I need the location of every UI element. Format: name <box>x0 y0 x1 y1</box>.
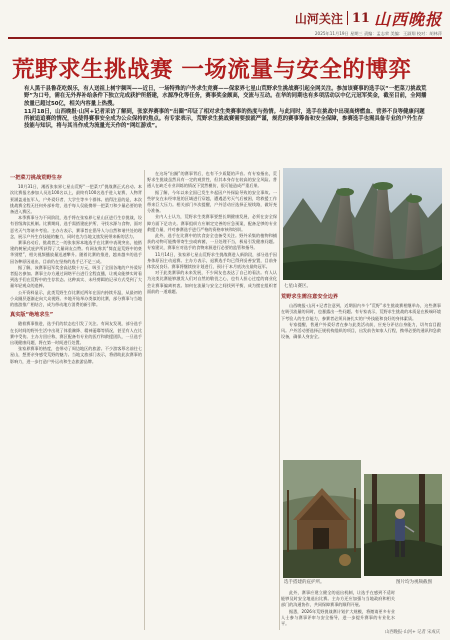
column-divider <box>279 170 280 630</box>
lead-paragraph <box>24 86 428 131</box>
article-column-3 <box>281 291 441 459</box>
paragraph: 据了解，今年以来全国已发生多起因户外探险导致的安全事故。一些驴友在未经审批的区域进行穿越，遭遇恶劣天气后被困，给救援工作带来巨大压力。相关部门多次提醒，户外活动应选择正规线路，做好充分准备。 <box>147 189 277 214</box>
lead-text-1: 有人黑千县鲁花吃娱乐，有人送祖上树宇频叫——近日，一场特殊的户外求生竞赛——保家界七星山荒野求生挑战赛引起全网关注。参加该赛事的选手以“一把菜刀挑战荒野”为口号，需在无外界补给条件下独立完成获护所搭建，水源净化等任务，赛事奖金颇高，交流与互动。在华的同期也有多项活动以中亿元冠军奖金，截至目前，全网播放量已超过50亿，相关内容量上热搜。 <box>24 86 427 107</box>
subhead: 荒野求生需注意安全边界 <box>281 294 339 300</box>
paragraph: 对于此类赛事的未来发展，不少网友也表达了自己的看法。有人认为这类比赛能够激发人们对自然的敬畏之心，也有人担心过度的商业化会让赛事偏离初衷。如何在流量与安全之间找到平衡，成为摆在组织者面前的一道难题。 <box>147 270 277 294</box>
headline: 荒野求生挑战赛 一场流量与安全的博弈 <box>12 57 412 83</box>
paragraph: 本季赛事分为不同阶段，选手将在张家界七星山区进行生存挑战，设有晋级淘汰机制。比赛期间，选手需搭建庇护所、寻找水源与食物，面对恶劣天气等诸多考验。主办方表示，赛事旨在倡导人与自然和谐共处的理念，展示户外生存技能的魅力，同时也为当地文旅发展带来新的活力。 <box>10 215 142 239</box>
subhead: 一把菜刀挑战荒野生存 <box>10 175 62 181</box>
paragraph: 10月31日，湘西张家界七星山荒野“一把菜刀”挑战赛正式启动。本次比赛报名参加人员达100名以上，最终有100名选手进入复赛，人物背景涵盖退伍军人、户外爱好者、大学生等多个群体。值得注意的是，本次挑战赛全程无任何外部补给，选手每人仅能携带一把菜刀和少量必要的装备进入赛区。 <box>10 184 142 215</box>
shelter-photo <box>283 460 361 578</box>
paragraph: 此外，赛事应建立健全的退出机制，让选手在感到不适时能够及时安全地退出比赛。主办方还应加强与当地政府和相关部门的沟通协作，共同保障赛事的顺利开展。 <box>281 590 395 608</box>
paragraph: 据悉，2026年荒野挑战赛计划扩大规模，将邀请更多专业人士参与赛事评审与安全指导，进一步提升赛事的专业化水平。 <box>281 608 395 627</box>
paragraph: 山西晚报·山河+记者注意到，近期国内多个“荒野”求生挑战赛相继举办，这些赛事在吸引流量的同时，也暴露出一些问题。有专家表示，荒野求生挑战的本质是在极端环境下考验人的生存能力，参赛者必须具备扎实的户外技能和良好的身体素质。 <box>281 303 441 321</box>
photo-caption: 图片均为视频截图 <box>396 580 432 585</box>
lead-text-2: 11月18日，山西晚报·山河+记者采访了解到，张家界赛事的“出圈”印证了相对求生类赛事的热度与热情。与此同时，选手在挑战中出现高烤燃血、营养不良等健康问题所被追追赛的情况，也使得赛事安全成为公众保持的焦点。有专家表示，荒野求生挑战赛需要拔就严谨，规范的赛事筹备和安全保障，参赛选手也需具备专业的户外生存技能与知识，将与其当作成为流量光天作的“网红游戏”。 <box>24 108 425 130</box>
article-column-1 <box>10 171 142 632</box>
paragraph: 11月14日，张家界七星山荒野求生挑战赛进入新阶段，部分选手因身体原因主动退赛。主办方表示，退赛选手均已得到妥善安置，目前身体状况良好。赛事将继续按计划进行，预计于本月底决出最终冠军。 <box>147 251 277 270</box>
masthead <box>295 4 442 32</box>
header-rule <box>8 37 442 39</box>
photo-caption: 七星山赛区。 <box>284 284 311 289</box>
mountain-illustration <box>283 168 442 280</box>
issue-meta: 2025年11月19日 星期三 责编：孟志荣 美编：王淑翔 校对：胡林萍 <box>314 31 442 36</box>
paragraph: 随着赛事推进，选手们的状态也引发了关注。有网友发现，部分选手在长时间的野外生活中出现了体重骤降、精神萎靡等情况，甚至有人在比赛中受伤。主办方回应称，赛区配备有专业的医疗和救援团队，一旦选手出现健康问题，将在第一时间进行处置。 <box>10 321 142 346</box>
subhead: 真实版“绝地求生” <box>10 312 54 319</box>
masthead-divider <box>347 11 348 25</box>
paragraph: 据了解，该赛事冠军奖金高达数十万元，吸引了全国各地的户外爱好者报名参加。赛事主办方通过网络平台进行全程直播，让观众能够实时看到选手们在荒野中的生存状态。这种真实、未经剪辑的记录方式受到了大量年轻观众的追捧。 <box>10 264 142 289</box>
paragraph: 业内人士认为，荒野求生类赛事要想长期健康发展，必须在安全保障方面下足功夫。赛事组织方应制定完善的应急预案，配备足够的专业救援力量，并对参赛选手进行严格的资格审核和培训。 <box>147 214 277 232</box>
paragraph: 公开资料显示，此类荒野生存比赛近两年在国内持续升温，从最初的小众圈层逐渐走向大众视野。多地开始举办类似的比赛，部分赛事与当地的旅游推广相结合，成为带动地方消费的新引擎。 <box>10 289 142 308</box>
article-column-2 <box>147 171 277 632</box>
paragraph: 张家界赛事的热度，也带动了周边地区的旅游。不少游客慕名前往七星山，想要亲身感受荒野的魅力。当地文旅部门表示，将借助此次赛事的影响力，进一步打造户外运动和生态旅游品牌。 <box>10 346 142 364</box>
section-name: 山河关注 <box>294 11 343 26</box>
paragraph: 专家提醒，普通户外爱好者在参与此类活动前，应充分评估自身能力，切勿盲目跟风。户外活动要选择正规机构组织的项目，出发前告知家人行程，携带必要的通讯和急救设备，确保人身安全。 <box>281 321 441 340</box>
newspaper-logo: 山西晚报 <box>373 9 442 29</box>
shelter-illustration <box>283 460 361 578</box>
paragraph: 此外，选手在比赛中的饮食安全也备受关注。野外采集的植物和捕获的动物可能携带寄生虫或病菌，一旦处理不当，极易引发健康问题。专家建议，赛事应对选手的食物来源进行必要的监管和指导。 <box>147 233 277 251</box>
paragraph: 赛事启动后，挑战者之一的张家界本地选手在比赛中表现突出，他搭建的树屋式庇护所获得了大量网友点赞。有网友称其“简直是荒野中的豪华别墅”，相关视频播放量迅速攀升。随着比赛的推进，越来越多的选手因各种原因退出，目前仍在坚持的选手已不足三成。 <box>10 240 142 264</box>
photo-caption: 选手搭建的庇护所。 <box>284 580 325 585</box>
article-column-4 <box>281 590 395 628</box>
page-number: 11 <box>351 10 370 26</box>
forest-photo <box>364 474 442 576</box>
column-divider <box>144 170 145 630</box>
forest-illustration <box>364 474 442 576</box>
byline: 山西晚报·山河+ 记者 宋成庆 <box>385 630 440 635</box>
paragraph: 在这场“出圈”的赛事背后，也有不少质疑的声音。有专家指出，荒野求生挑战虽然具有一定的观赏性，但其本身存在较高的安全风险。普通人在缺乏专业训练的情况下贸然模仿，很可能造成严重后果。 <box>147 171 277 189</box>
mountain-photo <box>283 168 442 280</box>
